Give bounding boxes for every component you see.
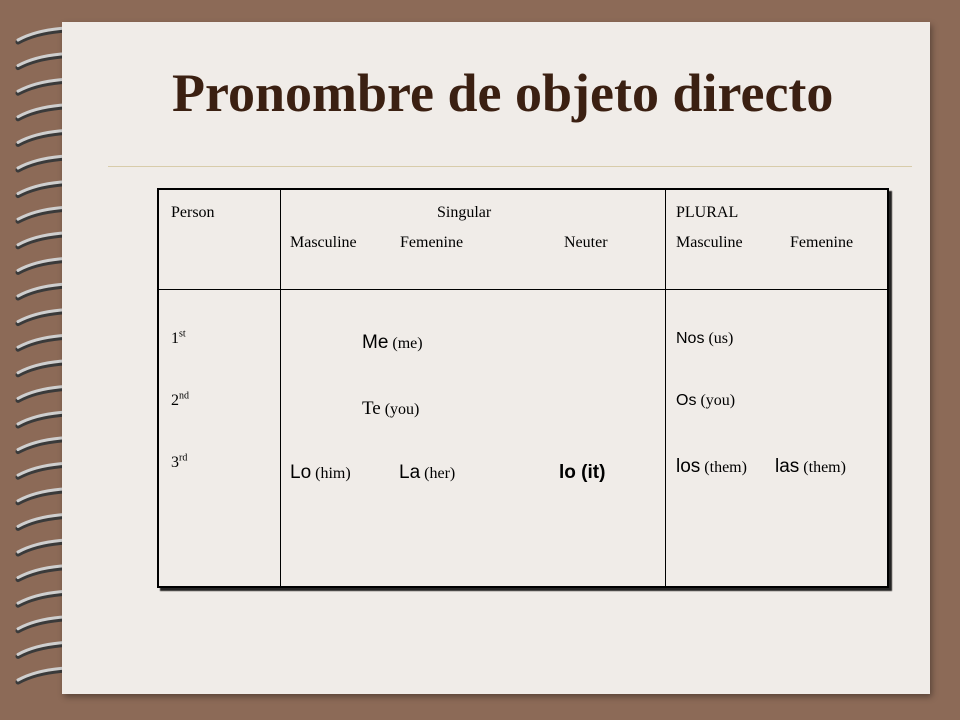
plural-third-masculine: los (them) [676,456,747,477]
plural-first-person: Nos (us) [676,330,734,347]
person-1st: 1st [171,328,186,347]
pronoun-table [157,188,889,588]
header-singular-femenine: Femenine [400,234,464,251]
header-plural-masculine: Masculine [676,234,743,251]
plural-second-person: Os (you) [676,392,736,409]
column-divider [665,190,666,586]
plural-third-femenine: las (them) [775,456,846,477]
singular-first-person: Me (me) [362,332,423,353]
header-singular-masculine: Masculine [290,234,357,251]
singular-third-neuter: lo (it) [559,462,606,483]
column-divider [280,190,281,586]
singular-second-person: Te (you) [362,398,420,419]
singular-third-masculine: Lo (him) [290,462,351,483]
person-3rd: 3rd [171,452,188,471]
person-2nd: 2nd [171,390,189,409]
header-plural-femenine: Femenine [790,234,854,251]
header-plural: PLURAL [676,204,739,221]
row-divider [159,289,887,290]
header-singular: Singular [437,204,492,221]
header-singular-neuter: Neuter [564,234,608,251]
singular-third-femenine: La (her) [399,462,456,483]
header-person: Person [171,204,215,221]
title-divider [108,166,912,167]
page-title: Pronombre de objeto directo [172,63,834,123]
